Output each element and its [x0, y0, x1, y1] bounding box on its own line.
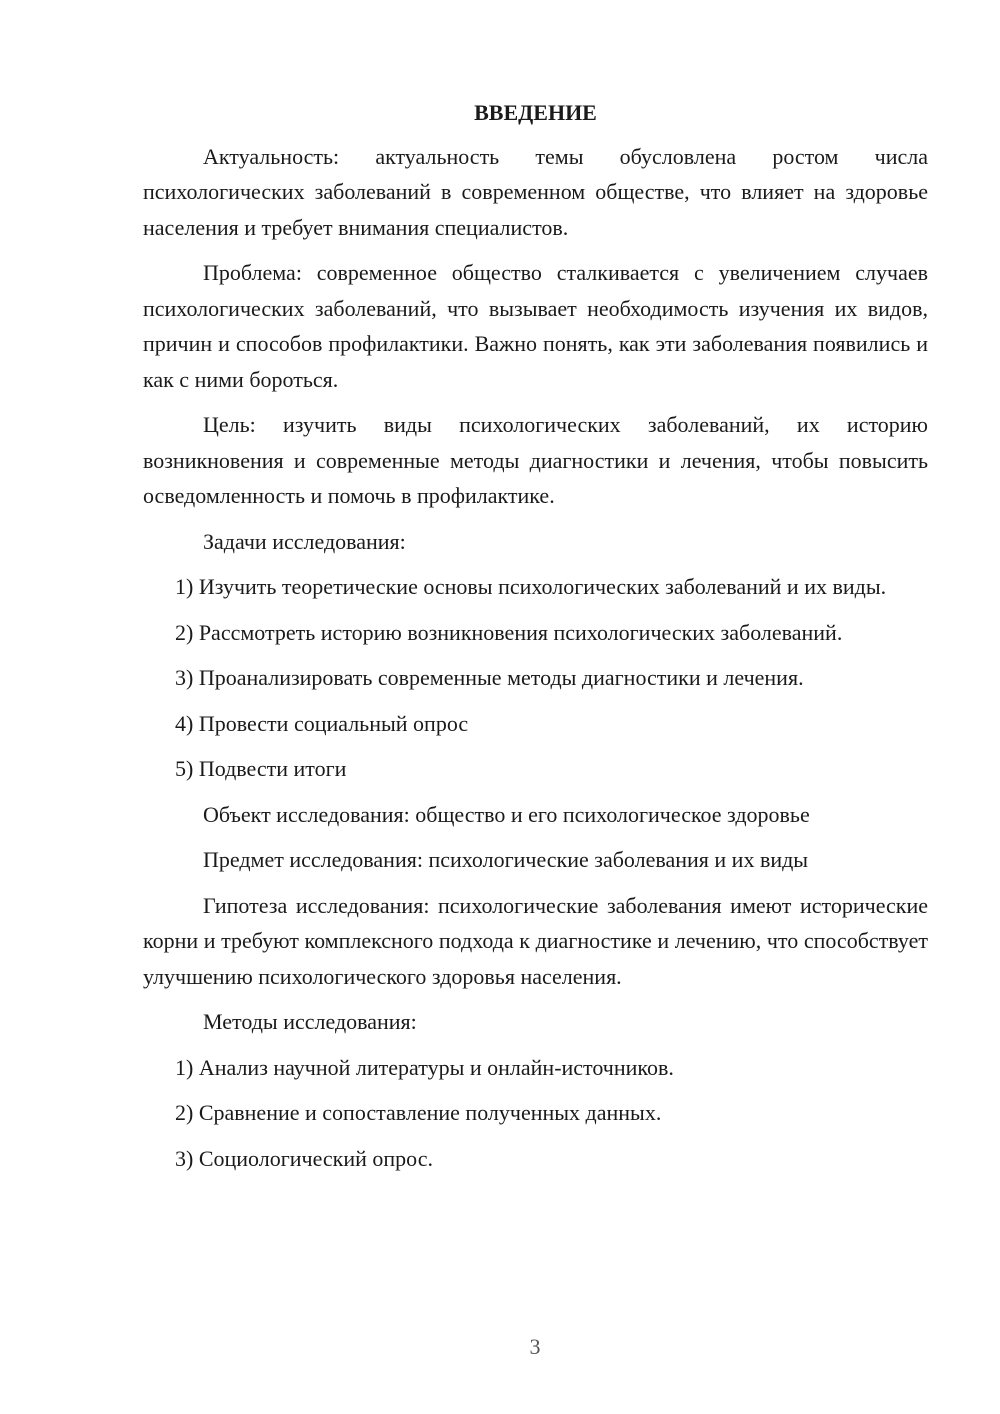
task-item: 2) Рассмотреть историю возникновения психологических заболеваний. [175, 619, 843, 645]
tasks-title: Задачи исследования: [203, 528, 406, 554]
page-number: 3 [529, 1334, 541, 1359]
task-item: 1) Изучить теоретические основы психологических заболеваний и их виды. [175, 574, 887, 599]
methods-title: Методы исследования: [203, 1009, 417, 1034]
method-item: 2) Сравнение и сопоставление полученных данных. [175, 1100, 662, 1125]
relevance-paragraph: Актуальность: актуальность темы обусловлена ростом числа психологических заболеваний в современном обществе, что влияет на здоровье населения и требует внимания специалистов. [143, 143, 928, 240]
problem-paragraph: Проблема: современное общество сталкивается с увеличением случаев психологических заболеваний, что вызывает необходимость изучения их видов, причин и способов профилактики. Важно понять, как эти заболевания появились и как с ними бороться. [143, 260, 928, 392]
page-content [143, 95, 928, 1186]
method-item: 1) Анализ научной литературы и онлайн-источников. [175, 1054, 674, 1080]
section-heading: ВВЕДЕНИЕ [474, 100, 597, 125]
goal-paragraph: Цель: изучить виды психологических заболеваний, их историю возникновения и современные методы диагностики и лечения, чтобы повысить осведомленность и помочь в профилактике. [143, 412, 928, 508]
task-item: 4) Провести социальный опрос [175, 710, 469, 736]
subject-paragraph: Предмет исследования: психологические заболевания и их виды [203, 847, 809, 872]
hypothesis-paragraph: Гипотеза исследования: психологические заболевания имеют исторические корни и требуют комплексного подхода к диагностике и лечению, что способствует улучшению психологического здоровья населения. [143, 892, 928, 989]
method-item: 3) Социологический опрос. [175, 1145, 433, 1171]
task-item: 3) Проанализировать современные методы диагностики и лечения. [175, 665, 804, 690]
task-item: 5) Подвести итоги [175, 756, 347, 781]
object-paragraph: Объект исследования: общество и его психологическое здоровье [203, 801, 810, 827]
